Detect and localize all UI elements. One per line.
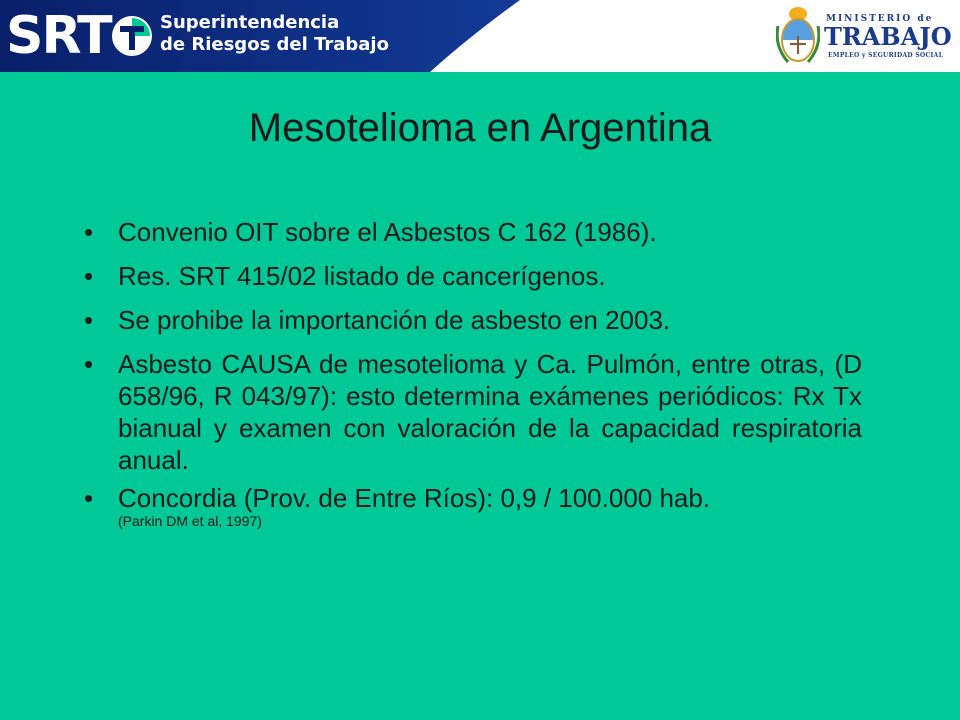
srt-t-icon [110, 14, 154, 58]
bullet-list [82, 216, 862, 542]
bullet-text: Res. SRT 415/02 listado de cancerígenos. [118, 261, 606, 291]
bullet-item [82, 216, 862, 248]
coat-of-arms-icon [776, 6, 820, 66]
bullet-dot-icon: • [84, 217, 94, 247]
ministry-logo [776, 6, 960, 66]
bullet-text: Se prohibe la importanción de asbesto en 2003. [118, 305, 671, 335]
org-name [160, 12, 389, 56]
ministry-name: TRABAJO [824, 22, 952, 51]
bullet-item [82, 348, 862, 476]
bullet-citation: (Parkin DM et al, 1997) [118, 513, 262, 529]
org-name-line2: de Riesgos del Trabajo [160, 34, 389, 55]
bullet-text: Concordia (Prov. de Entre Ríos): 0,9 / 100.000 hab. [118, 483, 711, 513]
bullet-dot-icon: • [84, 483, 94, 513]
org-name-line1: Superintendencia [160, 12, 340, 33]
ministry-subtitle: EMPLEO y SEGURIDAD SOCIAL [828, 52, 944, 59]
bullet-dot-icon: • [84, 305, 94, 335]
bullet-dot-icon: • [84, 261, 94, 291]
bullet-text: Convenio OIT sobre el Asbestos C 162 (1986). [118, 217, 657, 247]
bullet-item [82, 304, 862, 336]
bullet-text: Asbesto CAUSA de mesotelioma y Ca. Pulmón, entre otras, (D 658/96, R 043/97): esto determina exámenes periódicos: Rx Tx bianual y examen con valoración de la capacidad respiratoria anual. [118, 349, 862, 475]
bullet-dot-icon: • [84, 349, 94, 379]
bullet-item [82, 260, 862, 292]
srt-logo: SRT [6, 6, 111, 66]
header-bar [0, 0, 960, 72]
ministry-small-label: MINISTERIO de [826, 14, 934, 24]
bullet-item [82, 482, 862, 530]
slide-title: Mesotelioma en Argentina [248, 106, 712, 150]
